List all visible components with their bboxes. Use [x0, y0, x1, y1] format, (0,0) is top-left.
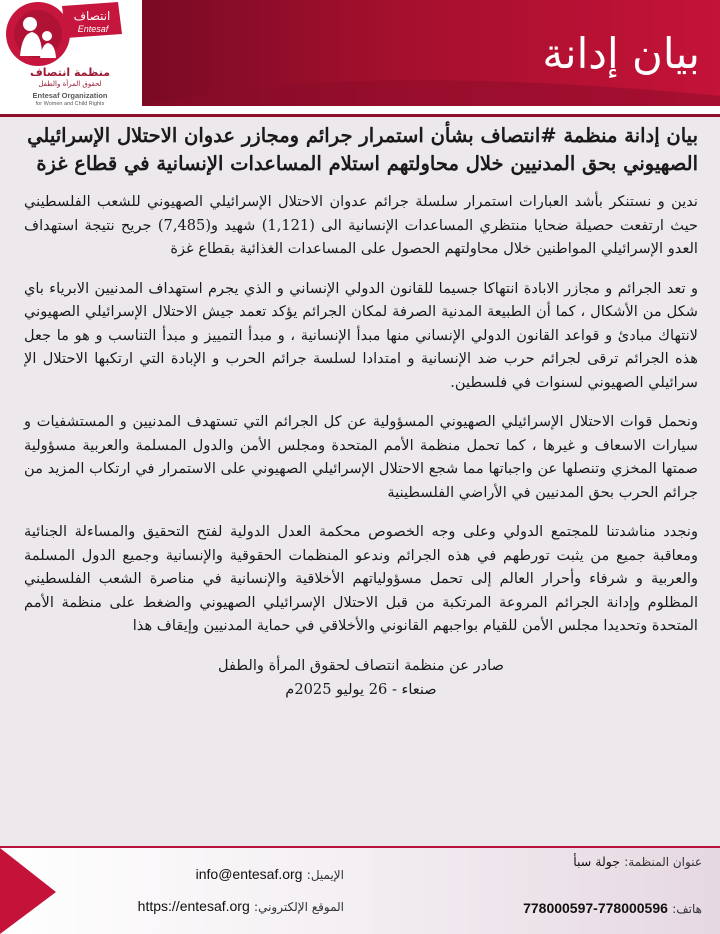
header-banner [0, 0, 720, 114]
footer-divider [0, 846, 720, 848]
organization-logo [0, 0, 142, 114]
logo-tagline-en: for Women and Child Rights [35, 101, 105, 107]
address-value: جولة سبأ [573, 854, 620, 869]
header-divider [0, 114, 720, 117]
logo-badge-ar: انتصاف [73, 9, 111, 23]
logo-badge-en: Entesaf [77, 24, 109, 34]
paragraph-condemnation: ندين و نستنكر بأشد العبارات استمرار سلسلة جرائم عدوان الاحتلال الإسرائيلي الصهيوني للشعب الفلسطيني حيث ارتفعت حصيلة ضحايا منتظري المساعدات الإنسانية الى (1,121) شهيد و(7,485) جريح نتيجة استهداف العدو الإسرائيلي المواطنين خلال محاولتهم الحصول على المساعدات الغذائية بقطاع غزة [24, 193, 698, 257]
phone-value: 778000597-778000596 [523, 900, 668, 916]
address-line [573, 852, 702, 872]
logo-emblem-icon [0, 0, 142, 70]
logo-tagline-ar: لحقوق المرأة والطفل [38, 80, 102, 88]
website-label: الموقع الإلكتروني: [254, 900, 344, 914]
website-link[interactable]: https://entesaf.org [137, 898, 250, 914]
email-link[interactable]: info@entesaf.org [195, 866, 303, 882]
address-label: عنوان المنظمة: [624, 855, 702, 869]
footer-contact-bar [0, 846, 720, 934]
logo-name-en: Entesaf Organization [32, 91, 108, 100]
date-line: صنعاء - 26 يوليو 2025م [285, 680, 437, 698]
email-label: الإيميل: [306, 868, 344, 882]
phone-label: هاتف: [672, 902, 702, 916]
issued-by: صادر عن منظمة انتصاف لحقوق المرأة والطفل [218, 656, 504, 674]
paragraph-responsibility: ونحمل قوات الاحتلال الإسرائيلي الصهيوني المسؤولية عن كل الجرائم التي تستهدف المدنيين و المستشفيات و سيارات الاسعاف و غيرها ، كما تحمل منظمة الأمم المتحدة ومجلس الأمن والدول المسلمة والعربية مسؤولية صمتها المخزي وتنصلها عن واجباتها مما شجع الاحتلال الإسرائيلي الصهيوني على الاستمرار في ارتكاب المزيد من جرائم الحرب بحق المدنيين في الأراضي الفلسطينية [24, 413, 698, 501]
statement-body [24, 120, 698, 840]
paragraph-appeal: ونجدد مناشدتنا للمجتمع الدولي وعلى وجه الخصوص محكمة العدل الدولية لفتح التحقيق والمساءلة الجنائية ومعاقبة جميع من يثبت تورطهم في هذه الجرائم وندعو المنظمات الحقوقية والإنسانية وجميع الدول المسلمة والعربية و شرفاء وأحرار العالم إلى تحمل مسؤولياتهم الأخلاقية والإنسانية في مناصرة الشعب الفلسطيني المظلوم وإدانة الجرائم المروعة المرتكبة من قبل الاحتلال الإسرائيلي الصهيوني والضغط على منظمة الأمم المتحدة وتحديدا مجلس الأمن للقيام بواجبهم القانوني والأخلاقي في حماية المدنيين وإيقاف هذا [24, 523, 698, 634]
paragraph-legal-violation: و تعد الجرائم و مجازر الابادة انتهاكا جسيما للقانون الدولي الإنساني و الذي يجرم استهداف المدنيين الابرياء باي شكل من الأشكال ، كما أن الطبيعة المدنية الصرفة لمكان الجرائم يؤكد تعمد جيش الاحتلال الإسرائيلي الصهيوني لانتهاك مبادئ و قواعد القانون الدولي الإنساني منها مبدأ الإنسانية ، و مبدأ التمييز و مبدأ التناسب و هو ما جعل هذه الجرائم ترقى لجرائم حرب ضد الإنسانية و امتدادا لسلسة جرائم الحرب و الإبادة التي ارتكبها الاحتلال الإ سرائيلي الصهيوني لسنوات في فلسطين. [24, 279, 698, 391]
logo-name-ar: منظمة انتصاف [29, 66, 111, 79]
phone-line [523, 898, 702, 918]
email-line [134, 864, 344, 884]
signature-block [24, 654, 698, 702]
footer-wedge-decoration [0, 848, 60, 934]
website-line [58, 896, 344, 916]
page-title: بيان إدانة [542, 29, 700, 78]
statement-title: بيان إدانة منظمة #انتصاف بشأن استمرار جرائم ومجازر عدوان الاحتلال الإسرائيلي الصهيوني بحق المدنيين خلال محاولتهم استلام المساعدات الإنسانية في قطاع غزة [27, 124, 698, 175]
